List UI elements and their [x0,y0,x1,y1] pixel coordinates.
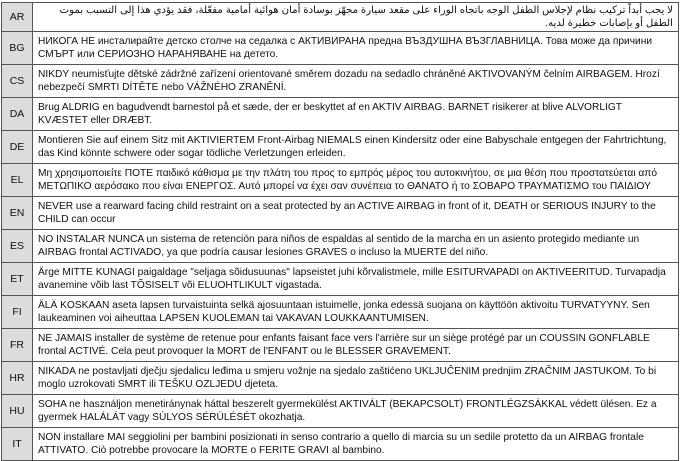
warning-text-cell: Brug ALDRIG en bagudvendt barnestol på et sæde, der er beskyttet af en AKTIV AIRBAG. BARNET risikerer at blive ALVORLIGT KVÆSTET eller DRÆBT. [33,98,679,131]
warning-text-cell: NIKDY neumisťujte dětské zádržné zařízení orientované směrem dozadu na sedadlo chráněné AKTIVOVANÝM čelním AIRBAGEM. Hrozí nebezpečí SMRTI DÍTĚTE nebo VÁŽNÉHO ZRANĚNÍ. [33,65,679,98]
table-row [2,296,679,329]
warning-text-cell: NE JAMAIS installer de système de retenue pour enfants faisant face vers l'arrière sur un siège protégé par un COUSSIN GONFLABLE frontal ACTIVÉ. Cela peut provoquer la MORT de l'ENFANT ou le BLESSER GRAVEMENT. [33,329,679,362]
table-row [2,230,679,263]
language-code-cell: DE [2,131,33,164]
table-row [2,32,679,65]
language-code-cell: ET [2,263,33,296]
language-code-cell: EL [2,164,33,197]
warning-text-cell: Μη χρησιμοποιείτε ΠΟΤΕ παιδικό κάθισμα με την πλάτη του προς το εμπρός μέρος του αυτοκινήτου, σε μια θέση που προστατεύεται από ΜΕΤΩΠΙΚΟ αερόσακο που είναι ΕΝΕΡΓΟΣ. Αυτό μπορεί να έχει σαν συνέπεια το ΘΑΝΑΤΟ ή το ΣΟΒΑΡΟ ΤΡΑΥΜΑΤΙΣΜΟ του ΠΑΙΔΙΟΥ [33,164,679,197]
table-body [2,3,679,461]
warning-text-cell: لا يجب أبداً تركيب نظام لإجلاس الطفل الوجه باتجاه الوراء على مقعد سيارة مجهّز بوسادة أمان هوائية أمامية مفعّلة، فقد يؤدي هذا إلى التسبب بموت الطفل أو بإصابات خطيرة لديه. [33,3,679,32]
table-row [2,329,679,362]
language-code-cell: FR [2,329,33,362]
table-row [2,263,679,296]
table-row [2,428,679,461]
language-code-cell: EN [2,197,33,230]
table-row [2,362,679,395]
table-row [2,98,679,131]
language-code-cell: HR [2,362,33,395]
warning-text-cell: NEVER use a rearward facing child restraint on a seat protected by an ACTIVE AIRBAG in front of it, DEATH or SERIOUS INJURY to the CHILD can occur [33,197,679,230]
language-code-cell: HU [2,395,33,428]
warning-text-cell: Ärge MITTE KUNAGI paigaldage "seljaga sõidusuunas" lapseistet juhi kõrvalistmele, mille ESITURVAPADI on AKTIVEERITUD. Turvapadja avanemine võib last TÕSISELT või ELUOHTLIKULT vigastada. [33,263,679,296]
warning-text-cell: SOHA ne használjon menetiránynak háttal beszerelt gyermekülést AKTIVÁLT (BEKAPCSOLT) FRONTLÉGZSÁKKAL védett ülésen. Ez a gyermek HALÁLÁT vagy SÚLYOS SÉRÜLÉSÉT okozhatja. [33,395,679,428]
warning-text-cell: NON installare MAI seggiolini per bambini posizionati in senso contrario a quello di marcia su un sedile protetto da un AIRBAG frontale ATTIVATO. Ciò potrebbe provocare la MORTE o FERITE GRAVI al bambino. [33,428,679,461]
warning-text-cell: Montieren Sie auf einem Sitz mit AKTIVIERTEM Front-Airbag NIEMALS einen Kindersitz oder eine Babyschale entgegen der Fahrtrichtung, das Kind könnte schwere oder sogar tödliche Verletzungen erleiden. [33,131,679,164]
table-row [2,164,679,197]
table-row [2,3,679,32]
language-code-cell: FI [2,296,33,329]
language-code-cell: IT [2,428,33,461]
language-code-cell: BG [2,32,33,65]
warning-text-cell: НИКОГА НЕ инсталирайте детско столче на седалка с АКТИВИРАНА предна ВЪЗДУШНА ВЪЗГЛАВНИЦА. Това може да причини СМЪРТ или СЕРИОЗНО НАРАНЯВАНЕ на детето. [33,32,679,65]
language-code-cell: DA [2,98,33,131]
language-code-cell: AR [2,3,33,32]
warning-text-cell: NO INSTALAR NUNCA un sistema de retención para niños de espaldas al sentido de la marcha en un asiento protegido mediante un AIRBAG frontal ACTIVADO, ya que podría causar lesiones GRAVES o incluso la MUERTE del niño. [33,230,679,263]
language-code-cell: ES [2,230,33,263]
warning-text-cell: ÄLÄ KOSKAAN aseta lapsen turvaistuinta selkä ajosuuntaan istuimelle, jonka edessä suojana on käyttöön aktivoitu TURVATYYNY. Sen laukeaminen voi aiheuttaa LAPSEN KUOLEMAN tai VAKAVAN LOUKKAANTUMISEN. [33,296,679,329]
table-row [2,131,679,164]
airbag-warning-table [1,2,679,461]
table-row [2,197,679,230]
table-row [2,65,679,98]
table-row [2,395,679,428]
warning-text-cell: NIKADA ne postavljati dječju sjedalicu leđima u smjeru vožnje na sjedalo zaštićeno UKLJUČENIM prednjim ZRAČNIM JASTUKOM. To bi moglo uzrokovati SMRT ili TEŠKU OZLJEDU djeteta. [33,362,679,395]
language-code-cell: CS [2,65,33,98]
